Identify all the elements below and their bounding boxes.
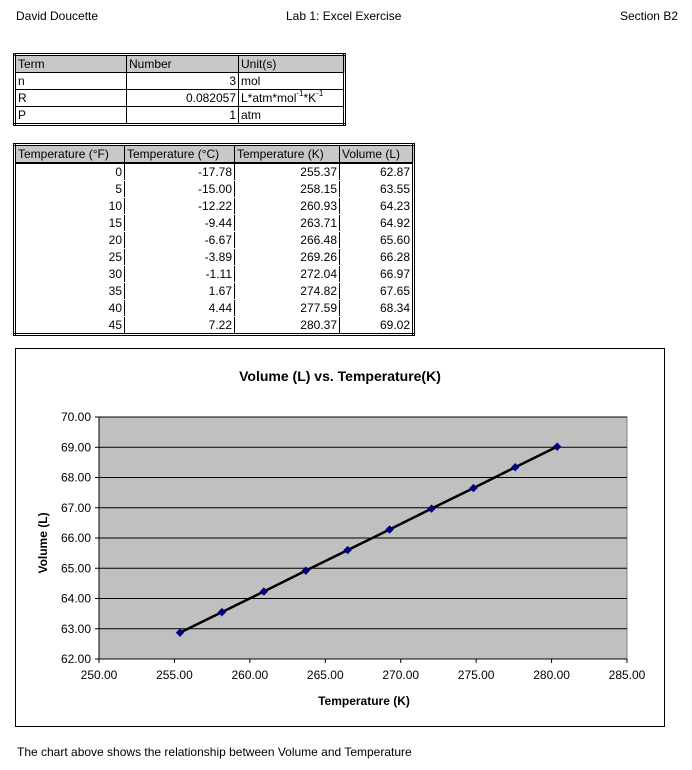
- x-axis-label: Temperature (K): [318, 694, 410, 708]
- table-row: [15, 163, 414, 181]
- header-units: Unit(s): [239, 55, 345, 73]
- celsius-cell: 7.22: [125, 317, 235, 335]
- number-cell: 0.082057: [127, 90, 239, 107]
- fahrenheit-cell: 30: [15, 266, 125, 283]
- unit-mid: *K: [303, 90, 317, 105]
- unit-exponent: -1: [316, 88, 324, 98]
- kelvin-cell: 274.82: [235, 283, 340, 300]
- y-tick-label: 63.00: [60, 621, 91, 636]
- x-tick-label: 255.00: [156, 668, 193, 682]
- fahrenheit-cell: 10: [15, 198, 125, 215]
- y-tick-label: 68.00: [60, 470, 91, 485]
- chart-area: [15, 348, 665, 727]
- y-tick-label: 69.00: [60, 440, 91, 455]
- temperature-table-body: [15, 163, 414, 335]
- header-volume: Volume (L): [340, 145, 414, 164]
- x-tick-label: 280.00: [533, 668, 570, 682]
- header-fahrenheit: Temperature (°F): [15, 145, 125, 164]
- x-tick-label: 275.00: [457, 668, 495, 682]
- y-tick-label: 65.00: [60, 561, 91, 576]
- x-tick-label: 285.00: [608, 668, 646, 682]
- y-axis-label: Volume (L): [36, 512, 50, 574]
- volume-cell: 68.34: [340, 300, 414, 317]
- volume-cell: 63.55: [340, 181, 414, 198]
- header-number: Number: [127, 55, 239, 73]
- celsius-cell: -12.22: [125, 198, 235, 215]
- kelvin-cell: 280.37: [235, 317, 340, 335]
- volume-cell: 64.92: [340, 215, 414, 232]
- temperature-table: [13, 143, 415, 336]
- header-term: Term: [15, 55, 127, 73]
- y-tick-label: 70.00: [60, 410, 91, 424]
- fahrenheit-cell: 20: [15, 232, 125, 249]
- header-kelvin: Temperature (K): [235, 145, 340, 164]
- x-tick-label: 260.00: [231, 668, 269, 682]
- celsius-cell: -1.11: [125, 266, 235, 283]
- volume-cell: 66.28: [340, 249, 414, 266]
- table-row: [15, 181, 414, 198]
- chart-caption: The chart above shows the relationship between Volume and Temperature: [17, 745, 412, 759]
- term-cell: n: [15, 73, 127, 90]
- number-cell: 3: [127, 73, 239, 90]
- x-tick-label: 265.00: [306, 668, 344, 682]
- table-row: [15, 283, 414, 300]
- fahrenheit-cell: 15: [15, 215, 125, 232]
- kelvin-cell: 266.48: [235, 232, 340, 249]
- y-tick-label: 62.00: [60, 652, 91, 666]
- fahrenheit-cell: 5: [15, 181, 125, 198]
- constants-header-row: [15, 55, 345, 73]
- volume-cell: 62.87: [340, 163, 414, 181]
- constant-row-r: [15, 90, 345, 107]
- volume-cell: 64.23: [340, 198, 414, 215]
- x-tick-label: 250.00: [80, 668, 118, 682]
- y-tick-label: 64.00: [60, 591, 91, 606]
- table-row: [15, 317, 414, 335]
- unit-cell: [239, 90, 345, 107]
- header-celsius: Temperature (°C): [125, 145, 235, 164]
- constant-row-p: [15, 107, 345, 125]
- constants-table: [13, 53, 346, 126]
- term-cell: R: [15, 90, 127, 107]
- document-title: Lab 1: Excel Exercise: [286, 9, 402, 23]
- celsius-cell: -9.44: [125, 215, 235, 232]
- unit-cell: atm: [239, 107, 345, 125]
- chart-title: Volume (L) vs. Temperature(K): [239, 368, 441, 384]
- volume-cell: 65.60: [340, 232, 414, 249]
- fahrenheit-cell: 45: [15, 317, 125, 335]
- kelvin-cell: 258.15: [235, 181, 340, 198]
- author-name: David Doucette: [16, 9, 99, 23]
- kelvin-cell: 269.26: [235, 249, 340, 266]
- table-row: [15, 300, 414, 317]
- fahrenheit-cell: 40: [15, 300, 125, 317]
- table-row: [15, 266, 414, 283]
- unit-base: L*atm*mol: [241, 90, 297, 105]
- celsius-cell: -6.67: [125, 232, 235, 249]
- table-row: [15, 232, 414, 249]
- table-row: [15, 249, 414, 266]
- celsius-cell: -3.89: [125, 249, 235, 266]
- celsius-cell: 1.67: [125, 283, 235, 300]
- volume-cell: 67.65: [340, 283, 414, 300]
- kelvin-cell: 260.93: [235, 198, 340, 215]
- fahrenheit-cell: 25: [15, 249, 125, 266]
- celsius-cell: -15.00: [125, 181, 235, 198]
- constant-row-n: [15, 73, 345, 90]
- kelvin-cell: 277.59: [235, 300, 340, 317]
- celsius-cell: 4.44: [125, 300, 235, 317]
- volume-cell: 69.02: [340, 317, 414, 335]
- y-tick-label: 67.00: [60, 500, 91, 515]
- fahrenheit-cell: 0: [15, 163, 125, 181]
- volume-cell: 66.97: [340, 266, 414, 283]
- y-tick-label: 66.00: [60, 531, 91, 545]
- unit-exponent: -1: [296, 88, 304, 98]
- kelvin-cell: 255.37: [235, 163, 340, 181]
- kelvin-cell: 272.04: [235, 266, 340, 283]
- kelvin-cell: 263.71: [235, 215, 340, 232]
- section-label: Section B2: [619, 9, 678, 23]
- number-cell: 1: [127, 107, 239, 125]
- plot-area: [61, 410, 646, 682]
- chart: [16, 349, 664, 726]
- celsius-cell: -17.78: [125, 163, 235, 181]
- term-cell: P: [15, 107, 127, 125]
- temperature-header-row: [15, 145, 414, 164]
- table-row: [15, 215, 414, 232]
- fahrenheit-cell: 35: [15, 283, 125, 300]
- table-row: [15, 198, 414, 215]
- x-tick-label: 270.00: [382, 668, 420, 682]
- unit-cell: mol: [239, 73, 345, 90]
